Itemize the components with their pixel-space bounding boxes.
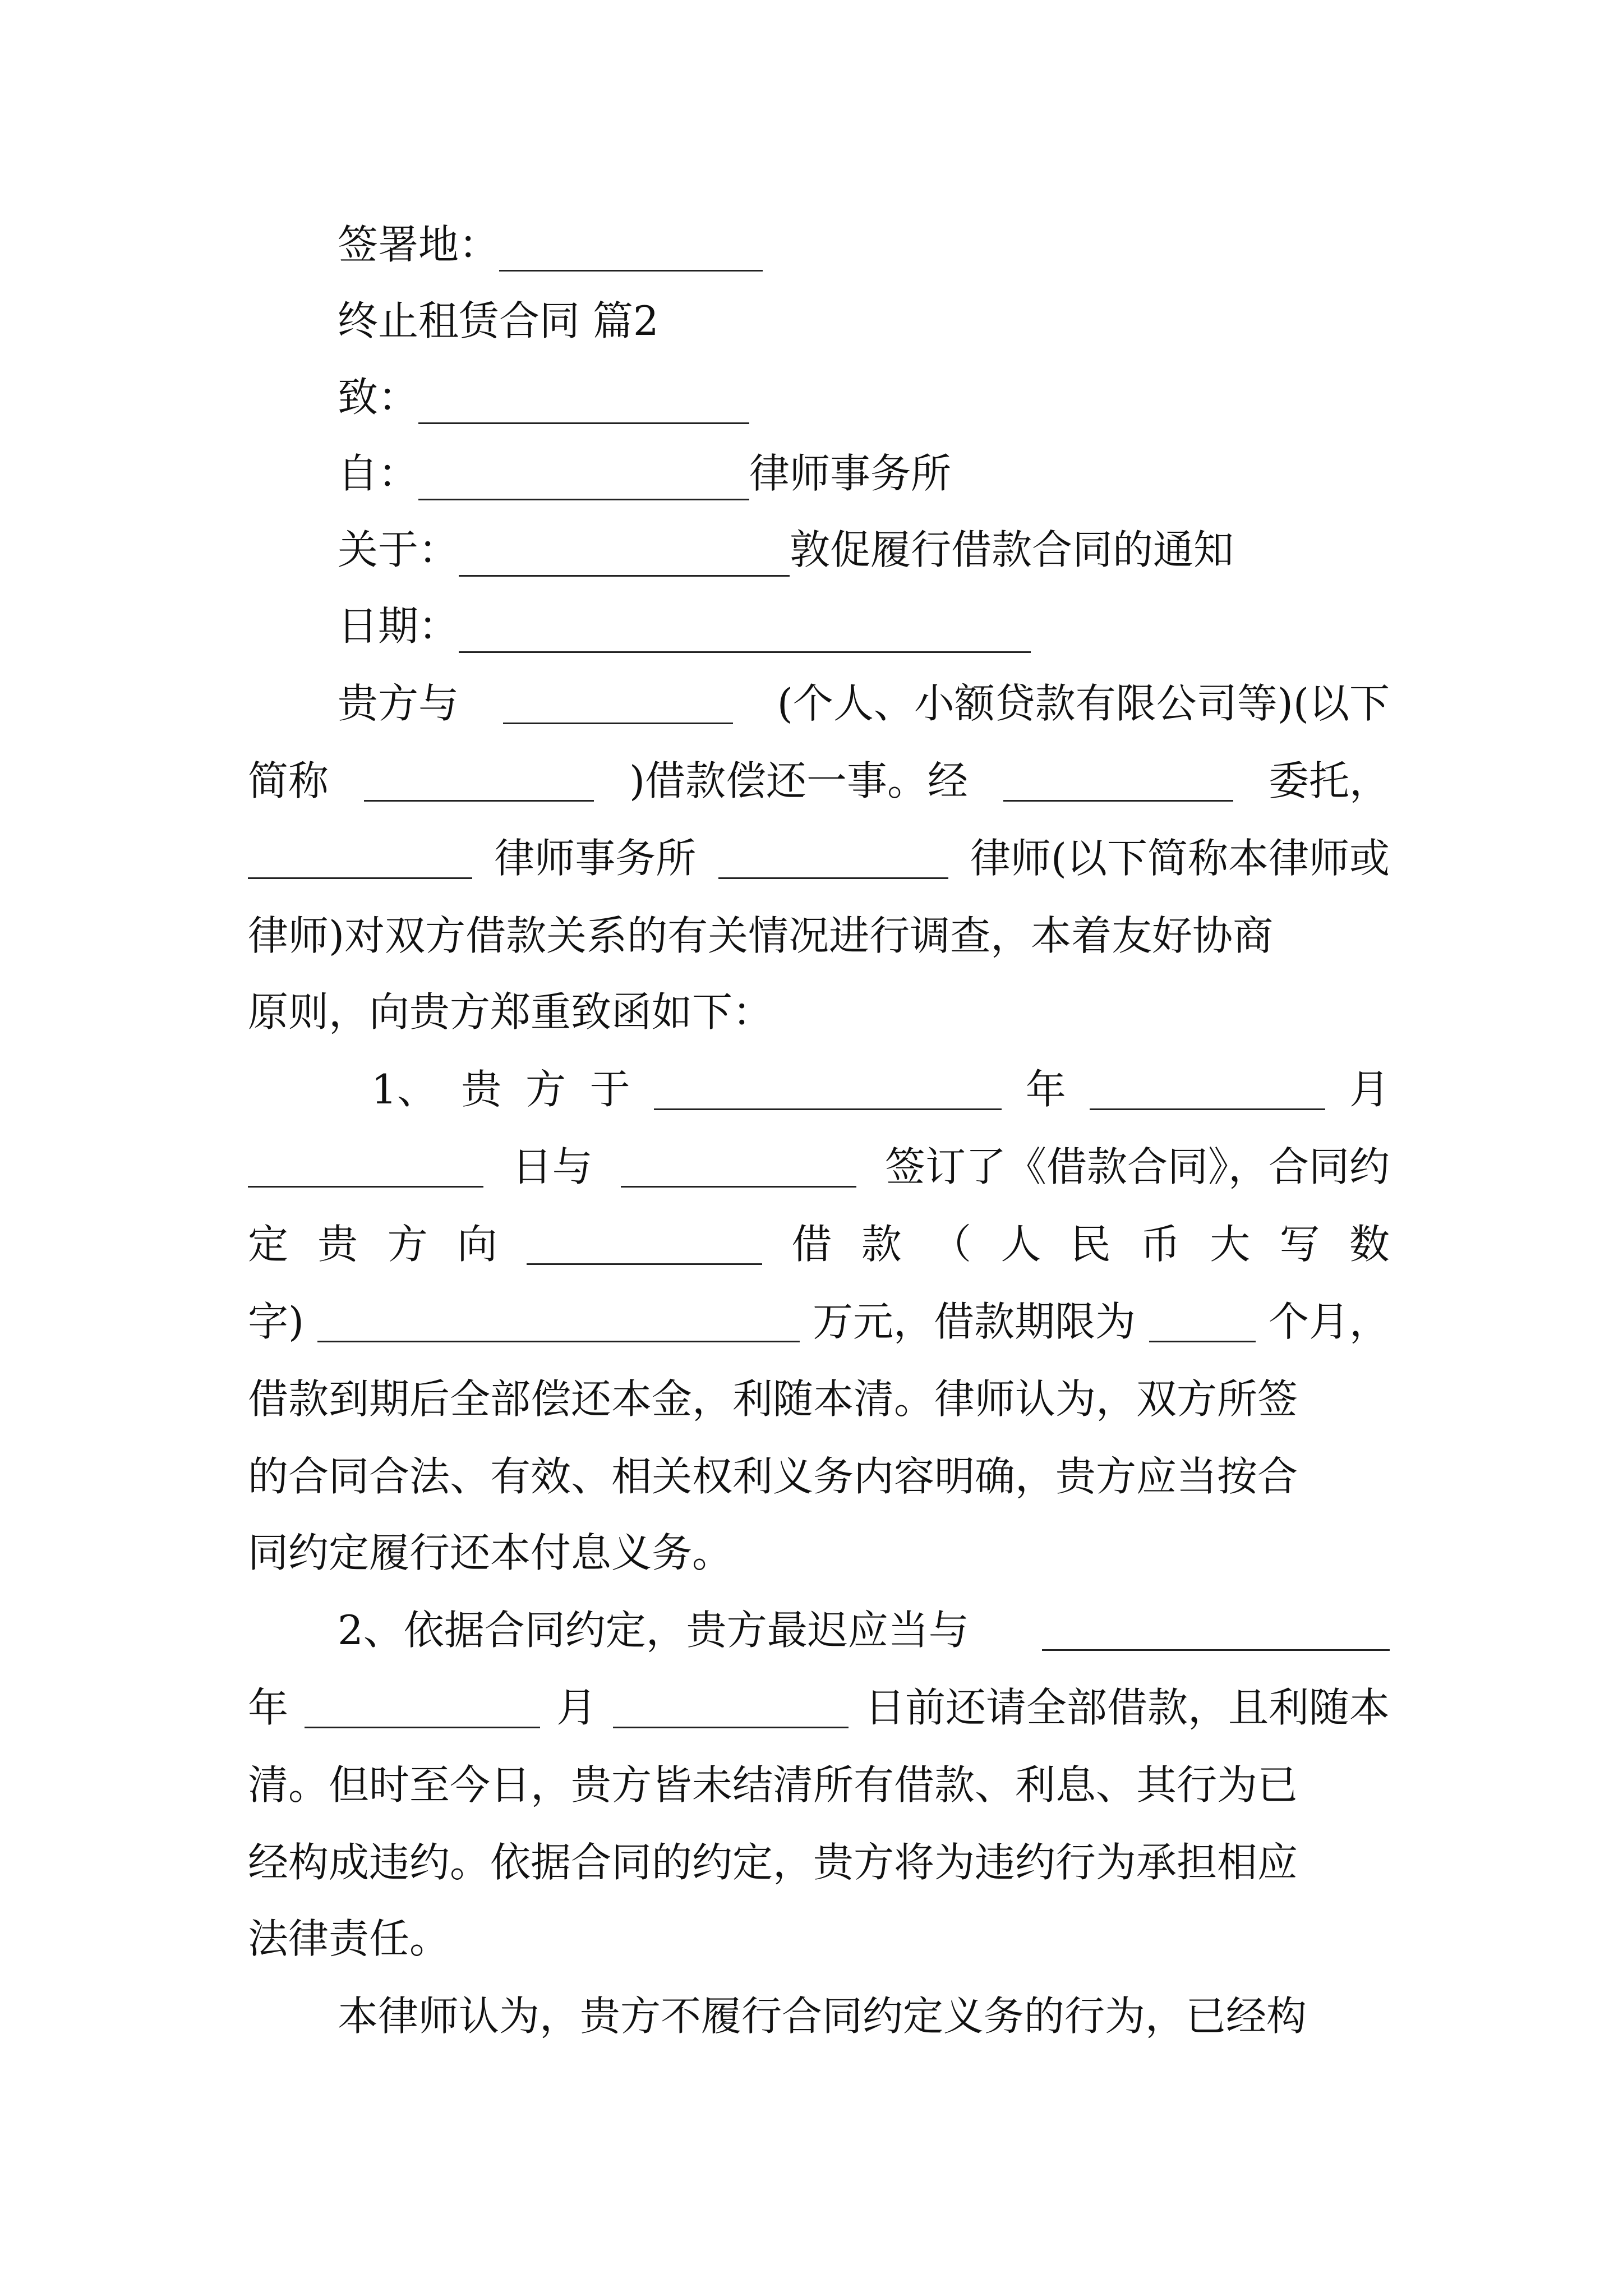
text: 款 xyxy=(861,1221,902,1268)
about-label: 关于： xyxy=(338,526,459,573)
item1-line2 xyxy=(248,1140,1390,1194)
to-blank xyxy=(418,383,749,424)
party-blank xyxy=(503,683,733,724)
document-title xyxy=(338,294,659,348)
client-blank xyxy=(1003,761,1233,802)
sign-place-line xyxy=(338,218,763,272)
date-blank xyxy=(459,612,1031,653)
text: 日前还请全部借款，且利随本 xyxy=(864,1684,1390,1731)
text: 月 xyxy=(1349,1066,1390,1113)
para1-line1 xyxy=(338,677,1390,730)
para1-line3 xyxy=(248,831,1390,885)
text: 2、依据合同约定，贵方最迟应当与 xyxy=(338,1607,969,1654)
text: 借款到期后全部偿还本金，利随本清。律师认为，双方所签 xyxy=(248,1375,1298,1423)
firm-blank xyxy=(248,838,472,879)
text: 律师)对双方借款关系的有关情况进行调查，本着友好协商 xyxy=(248,912,1274,959)
text: 人 xyxy=(1000,1221,1041,1268)
text: 原则，向贵方郑重致函如下： xyxy=(248,988,773,1036)
text: 的合同合法、有效、相关权利义务内容明确，贵方应当按合 xyxy=(248,1453,1298,1500)
to-label: 致： xyxy=(338,374,419,421)
sign-day-blank xyxy=(248,1147,483,1188)
text: 法律责任。 xyxy=(248,1915,450,1962)
text: 字) xyxy=(248,1298,305,1345)
para3-line1 xyxy=(338,1989,1390,2043)
text: 方 xyxy=(387,1221,428,1268)
text: 贵方与 xyxy=(338,680,459,727)
text: )借款偿还一事。经 xyxy=(629,757,969,804)
item2-line4 xyxy=(248,1835,1390,1889)
item1-line5 xyxy=(248,1372,1390,1426)
to-line xyxy=(338,370,749,424)
text: 签订了《借款合同》，合同约 xyxy=(884,1143,1390,1190)
text: 同约定履行还本付息义务。 xyxy=(248,1529,733,1576)
item1-line4 xyxy=(248,1295,1390,1349)
text: 万元，借款期限为 xyxy=(813,1298,1136,1345)
text: 个月， xyxy=(1268,1298,1390,1345)
text: 日与 xyxy=(511,1143,593,1190)
text: 经构成违约。依据合同的约定，贵方将为违约行为承担相应 xyxy=(248,1839,1298,1886)
text: 定 xyxy=(248,1221,289,1268)
text: 简称 xyxy=(248,757,329,804)
text: 贵 xyxy=(461,1066,502,1113)
item1-line3 xyxy=(248,1217,1390,1271)
item2-line2 xyxy=(248,1681,1390,1734)
text: 大 xyxy=(1210,1221,1251,1268)
text: 清。但时至今日，贵方皆未结清所有借款、利息、其行为已 xyxy=(248,1761,1298,1809)
text: 律师(以下简称本律师或 xyxy=(970,835,1390,882)
counterparty-blank xyxy=(621,1147,856,1188)
item1-line7 xyxy=(248,1526,1390,1580)
text: 于 xyxy=(589,1066,630,1113)
text: 委托， xyxy=(1268,757,1390,804)
text: 民 xyxy=(1070,1221,1111,1268)
item1-line1 xyxy=(371,1062,1390,1116)
sign-month-blank xyxy=(1090,1069,1325,1110)
sign-place-label: 签署地： xyxy=(338,221,500,268)
item1-line6 xyxy=(248,1450,1390,1503)
sign-year-blank xyxy=(654,1069,1002,1110)
sign-place-blank xyxy=(499,231,763,272)
lawyer-blank xyxy=(718,838,948,879)
about-line xyxy=(338,523,1234,577)
from-line xyxy=(338,447,951,500)
text: 方 xyxy=(525,1066,566,1113)
about-suffix: 敦促履行借款合同的通知 xyxy=(790,526,1234,573)
date-label: 日期： xyxy=(338,602,459,650)
from-blank xyxy=(418,459,749,500)
text: 借 xyxy=(791,1221,832,1268)
text: 币 xyxy=(1140,1221,1181,1268)
lender-blank xyxy=(527,1224,762,1265)
from-label: 自： xyxy=(338,450,419,497)
text: 律师事务所 xyxy=(494,835,697,882)
text: 贵 xyxy=(317,1221,358,1268)
text: 数 xyxy=(1349,1221,1390,1268)
para1-line5 xyxy=(248,985,1390,1039)
amount-blank xyxy=(317,1301,800,1342)
term-blank xyxy=(1149,1301,1256,1342)
text: 月 xyxy=(556,1684,597,1731)
date-line xyxy=(338,599,1031,653)
abbr-blank xyxy=(364,761,594,802)
para1-line4 xyxy=(248,909,1390,963)
text: （ xyxy=(931,1221,972,1268)
due-year-blank xyxy=(1042,1610,1390,1651)
due-month-blank xyxy=(305,1687,540,1728)
text: (个人、小额贷款有限公司等)(以下 xyxy=(777,680,1390,727)
text: 本律师认为，贵方不履行合同约定义务的行为，已经构 xyxy=(338,1993,1307,2040)
item2-line1 xyxy=(338,1603,1390,1657)
due-day-blank xyxy=(613,1687,849,1728)
text: 写 xyxy=(1279,1221,1320,1268)
title-text: 终止租赁合同 篇2 xyxy=(338,297,659,344)
text: 年 xyxy=(1025,1066,1066,1113)
about-blank xyxy=(459,536,790,577)
text: 年 xyxy=(248,1684,289,1731)
para1-line2 xyxy=(248,754,1390,808)
from-suffix: 律师事务所 xyxy=(749,450,952,497)
item2-line3 xyxy=(248,1758,1390,1812)
text: 1、 xyxy=(371,1066,437,1113)
item2-line5 xyxy=(248,1912,1390,1966)
text: 向 xyxy=(457,1221,497,1268)
